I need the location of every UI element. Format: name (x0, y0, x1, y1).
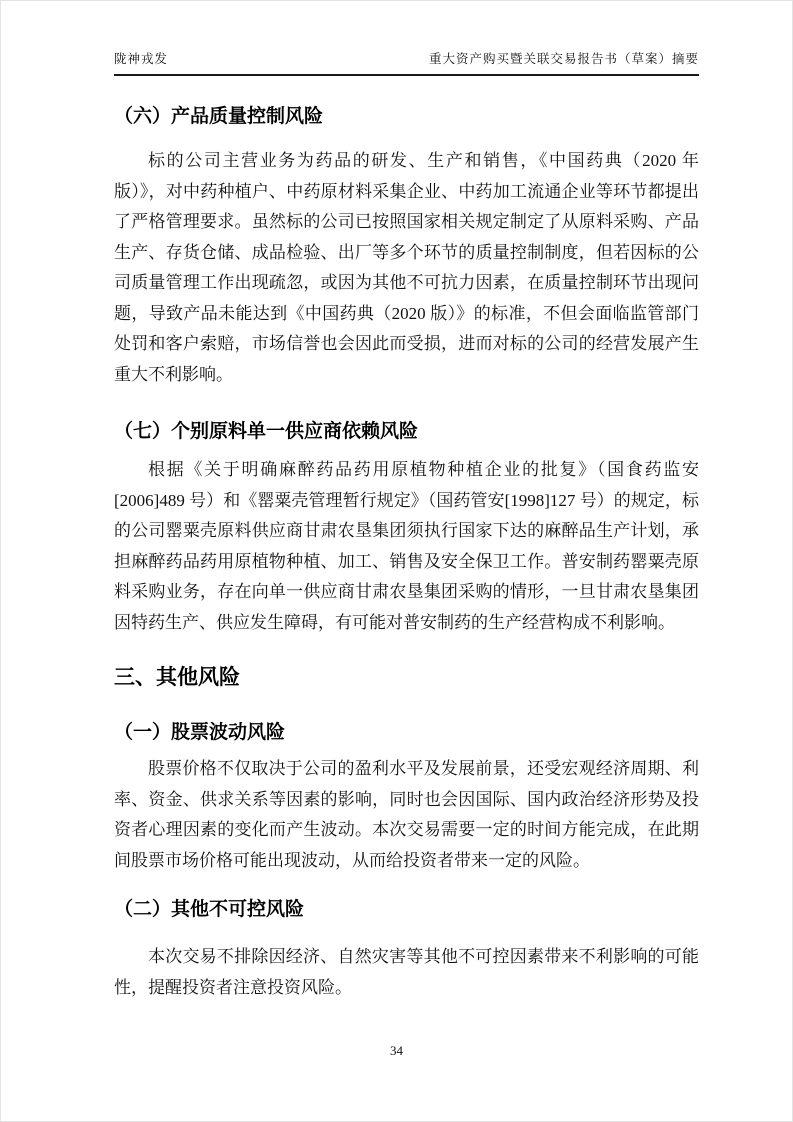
page-header (114, 51, 699, 68)
header-right-title: 重大资产购买暨关联交易报告书（草案）摘要 (428, 52, 699, 66)
section-body-single-supplier-risk: 根据《关于明确麻醉药品药用原植物种植企业的批复》（国食药监安[2006]489 号）和《罂粟壳管理暂行规定》（国药管安[1998]127 号）的规定，标的公司罂粟壳原料供应商甘肃农垦集团须执行国家下达的麻醉品生产计划，承担麻醉药品药用原植物种植、加工、销售及安全保卫工作。普安制药罂粟壳原料采购业务，存在向单一供应商甘肃农垦集团采购的情形，一旦甘肃农垦集团因特药生产、供应发生障碍，有可能对普安制药的生产经营构成不利影响。 (114, 460, 699, 632)
section-body-stock-volatility-risk: 股票价格不仅取决于公司的盈利水平及发展前景，还受宏观经济周期、利率、资金、供求关系等因素的影响，同时也会因国际、国内政治经济形势及投资者心理因素的变化而产生波动。本次交易需要一定的时间方能完成，在此期间股票市场价格可能出现波动，从而给投资者带来一定的风险。 (114, 759, 699, 870)
section-body-product-quality-risk: 标的公司主营业务为药品的研发、生产和销售，《中国药典（2020 年版）》，对中药种植户、中药原材料采集企业、中药加工流通企业等环节都提出了严格管理要求。虽然标的公司已按照国家相关规定制定了从原料采购、产品生产、存货仓储、成品检验、出厂等多个环节的质量控制制度，但若因标的公司质量管理工作出现疏忽，或因为其他不可抗力因素，在质量控制环节出现问题，导致产品未能达到《中国药典（2020 版）》的标准，不但会面临监管部门处罚和客户索赔，市场信誉也会因此而受损，进而对标的公司的经营发展产生重大不利影响。 (114, 151, 699, 384)
page-footer (1, 1043, 792, 1059)
section-heading-product-quality-risk: （六）产品质量控制风险 (114, 106, 324, 127)
page-number: 34 (390, 1043, 403, 1058)
section-heading-single-supplier-risk: （七）个别原料单一供应商依赖风险 (114, 421, 419, 442)
header-divider (114, 74, 699, 76)
section-heading-stock-volatility-risk: （一）股票波动风险 (114, 722, 286, 743)
header-left-title: 陇神戎发 (114, 52, 169, 66)
section-heading-uncontrollable-risk: （二）其他不可控风险 (114, 899, 305, 920)
chapter-heading-other-risks: 三、其他风险 (114, 666, 240, 689)
section-body-uncontrollable-risk: 本次交易不排除因经济、自然灾害等其他不可控因素带来不利影响的可能性，提醒投资者注意投资风险。 (114, 947, 699, 997)
